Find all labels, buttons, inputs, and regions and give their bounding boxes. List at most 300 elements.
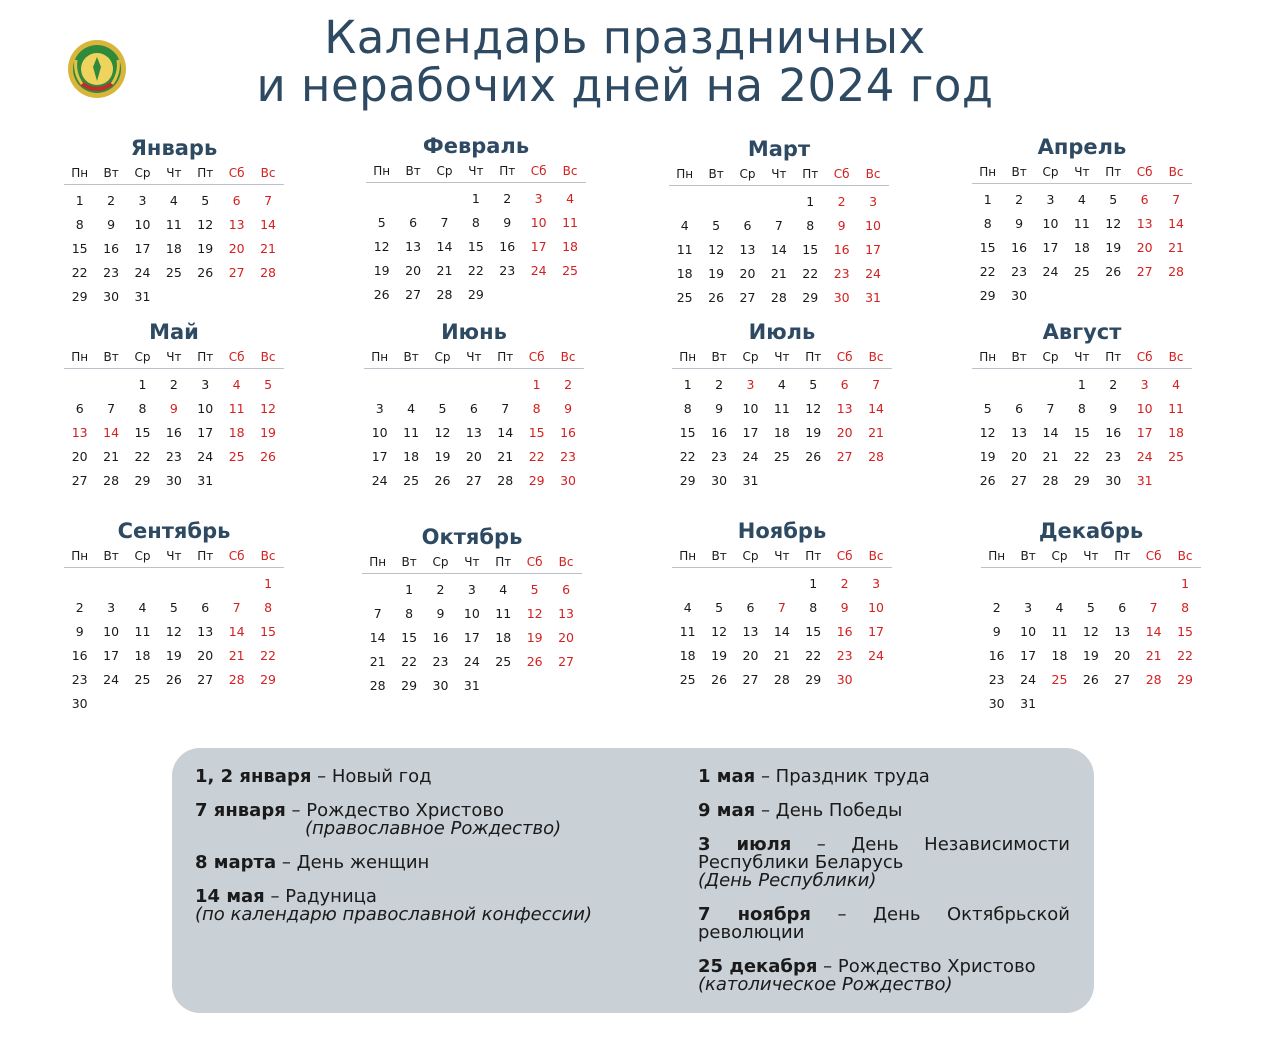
day-cell: 7 [777, 599, 786, 615]
weekday-label: Чт [1074, 165, 1090, 179]
day-cell: 21 [868, 424, 884, 440]
week-row [362, 625, 582, 649]
week-row [669, 285, 889, 309]
day-cell: 12 [373, 238, 390, 254]
week-row [972, 396, 1192, 420]
day-cell: 13 [1136, 215, 1153, 231]
weekday-label: Пн [679, 350, 697, 364]
day-cell: 5 [438, 400, 447, 416]
day-cell: 14 [436, 238, 453, 254]
day-cell: 9 [564, 400, 573, 416]
weekday-label: Ср [134, 549, 151, 563]
day-cell: 24 [742, 448, 759, 464]
day-cell: 24 [371, 472, 388, 488]
day-cell: 18 [165, 240, 182, 256]
month-name: Сентябрь [117, 519, 231, 543]
weekday-label: Чт [774, 549, 790, 563]
day-cell: 15 [401, 629, 418, 645]
day-cell: 6 [562, 581, 571, 597]
day-cell: 3 [746, 376, 755, 392]
day-cell: 24 [463, 653, 480, 669]
week-row [981, 691, 1201, 715]
weekday-label: Вс [558, 555, 574, 569]
week-row [362, 673, 582, 697]
day-cell: 9 [107, 216, 116, 232]
day-cell: 18 [562, 238, 578, 254]
day-cell: 6 [469, 400, 478, 416]
day-cell: 1 [806, 193, 815, 209]
weekday-label: Пн [373, 164, 391, 178]
day-cell: 6 [840, 376, 849, 392]
week-row [366, 258, 586, 282]
day-cell: 9 [436, 605, 445, 621]
week-row [64, 643, 284, 667]
day-cell: 14 [103, 424, 120, 440]
day-cell: 28 [1168, 263, 1184, 279]
day-cell: 26 [434, 472, 451, 488]
day-cell: 31 [1020, 695, 1037, 711]
week-row [672, 571, 892, 595]
day-cell: 14 [1168, 215, 1184, 231]
weekday-header [64, 545, 284, 568]
day-cell: 9 [169, 400, 178, 416]
day-cell: 17 [530, 238, 547, 254]
day-cell: 17 [134, 240, 151, 256]
day-cell: 22 [679, 448, 696, 464]
day-cell: 27 [836, 448, 853, 464]
day-cell: 27 [405, 286, 422, 302]
day-cell: 30 [1105, 472, 1122, 488]
day-cell: 12 [708, 241, 725, 257]
weekday-header [64, 162, 284, 185]
day-cell: 1 [75, 192, 84, 208]
day-cell: 8 [75, 216, 84, 232]
holiday-item [195, 888, 655, 924]
holiday-date: 7 ноября [698, 904, 811, 925]
week-row [64, 396, 284, 420]
day-cell: 1 [809, 575, 818, 591]
day-cell: 11 [403, 424, 420, 440]
day-cell: 20 [558, 629, 574, 645]
holiday-item [698, 802, 1070, 820]
day-cell: 10 [197, 400, 214, 416]
holiday-text: – День Октябрьской [837, 904, 1070, 925]
day-cell: 2 [715, 376, 724, 392]
day-cell: 25 [773, 448, 790, 464]
day-cell: 10 [1020, 623, 1037, 639]
day-cell: 11 [134, 623, 151, 639]
day-cell: 21 [103, 448, 120, 464]
day-cell: 19 [434, 448, 451, 464]
weekday-label: Пт [1114, 549, 1131, 563]
day-cell: 30 [103, 288, 120, 304]
holiday-text: – Радуница [270, 886, 377, 907]
day-cell: 4 [680, 217, 689, 233]
day-cell: 25 [1168, 448, 1184, 464]
day-cell: 15 [805, 623, 822, 639]
day-cell: 8 [264, 599, 273, 615]
day-cell: 28 [773, 671, 790, 687]
day-cell: 6 [1015, 400, 1024, 416]
holiday-item [195, 802, 655, 838]
weekday-label: Чт [468, 164, 484, 178]
day-cell: 9 [715, 400, 724, 416]
day-cell: 8 [1077, 400, 1086, 416]
title-line-1: Календарь праздничных [324, 11, 926, 64]
day-cell: 5 [264, 376, 273, 392]
week-row [362, 577, 582, 601]
day-cell: 15 [1073, 424, 1090, 440]
weekday-header [972, 346, 1192, 369]
weekday-header [981, 545, 1201, 568]
holiday-date: 7 января [195, 800, 286, 821]
month-7 [672, 318, 892, 492]
day-cell: 22 [1177, 647, 1193, 663]
day-cell: 4 [566, 190, 575, 206]
weekday-label: Пн [71, 350, 89, 364]
day-cell: 5 [169, 599, 178, 615]
month-name: Апрель [1037, 135, 1127, 159]
day-cell: 3 [1140, 376, 1149, 392]
weekday-label: Вс [260, 166, 276, 180]
day-cell: 8 [983, 215, 992, 231]
day-cell: 9 [503, 214, 512, 230]
day-cell: 30 [833, 289, 850, 305]
day-cell: 28 [103, 472, 120, 488]
day-cell: 29 [71, 288, 88, 304]
month-name: Февраль [422, 134, 530, 158]
day-cell: 30 [432, 677, 449, 693]
weekday-label: Пн [676, 167, 694, 181]
day-cell: 1 [532, 376, 541, 392]
holiday-date: 1 мая [698, 766, 756, 787]
week-row [981, 667, 1201, 691]
week-row [64, 468, 284, 492]
weekday-label: Сб [833, 167, 850, 181]
day-cell: 13 [71, 424, 88, 440]
day-cell: 26 [979, 472, 996, 488]
day-cell: 23 [499, 262, 516, 278]
day-cell: 6 [743, 217, 752, 233]
day-cell: 10 [530, 214, 547, 230]
day-cell: 28 [497, 472, 514, 488]
day-cell: 20 [465, 448, 482, 464]
weekday-label: Пт [1105, 165, 1122, 179]
weekday-label: Сб [530, 164, 547, 178]
day-cell: 10 [103, 623, 120, 639]
day-cell: 25 [1051, 671, 1068, 687]
weekday-header [669, 163, 889, 186]
day-cell: 26 [197, 264, 214, 280]
week-row [64, 188, 284, 212]
day-cell: 12 [434, 424, 451, 440]
day-cell: 1 [264, 575, 273, 591]
day-cell: 14 [773, 623, 790, 639]
day-cell: 23 [560, 448, 576, 464]
holiday-date: 9 мая [698, 800, 756, 821]
day-cell: 16 [711, 424, 728, 440]
weekday-label: Чт [1074, 350, 1090, 364]
week-row [669, 237, 889, 261]
day-cell: 4 [1172, 376, 1181, 392]
month-name: Декабрь [1038, 519, 1144, 543]
day-cell: 1 [1181, 575, 1190, 591]
weekday-header [366, 160, 586, 183]
day-cell: 7 [1172, 191, 1181, 207]
weekday-label: Вс [562, 164, 578, 178]
week-row [669, 261, 889, 285]
day-cell: 30 [560, 472, 576, 488]
weekday-label: Вс [1177, 549, 1193, 563]
weekday-label: Ср [1051, 549, 1068, 563]
day-cell: 29 [467, 286, 484, 302]
day-cell: 7 [774, 217, 783, 233]
day-cell: 16 [560, 424, 576, 440]
day-cell: 8 [138, 400, 147, 416]
day-cell: 14 [369, 629, 386, 645]
day-cell: 10 [371, 424, 388, 440]
day-cell: 25 [676, 289, 693, 305]
week-row [64, 571, 284, 595]
day-cell: 27 [465, 472, 482, 488]
day-cell: 22 [979, 263, 996, 279]
week-row [64, 372, 284, 396]
holiday-text: – Рождество Христово [291, 800, 505, 821]
day-cell: 26 [260, 448, 276, 464]
day-cell: 2 [1109, 376, 1118, 392]
day-cell: 28 [436, 286, 453, 302]
day-cell: 6 [201, 599, 210, 615]
day-cell: 15 [260, 623, 276, 639]
day-cell: 21 [1042, 448, 1059, 464]
weekday-label: Ср [742, 350, 759, 364]
day-cell: 22 [71, 264, 88, 280]
weekday-label: Вт [1011, 350, 1027, 364]
month-name: Октябрь [421, 525, 523, 549]
day-cell: 8 [683, 400, 692, 416]
month-1 [64, 134, 284, 308]
day-cell: 5 [712, 217, 721, 233]
day-cell: 20 [1136, 239, 1153, 255]
day-cell: 19 [260, 424, 276, 440]
day-cell: 1 [405, 581, 414, 597]
day-cell: 12 [526, 605, 543, 621]
day-cell: 15 [134, 424, 151, 440]
week-row [64, 619, 284, 643]
day-cell: 17 [103, 647, 120, 663]
day-cell: 22 [802, 265, 819, 281]
day-cell: 16 [165, 424, 182, 440]
day-cell: 30 [836, 671, 853, 687]
day-cell: 18 [1073, 239, 1090, 255]
week-row [64, 444, 284, 468]
day-cell: 9 [1109, 400, 1118, 416]
day-cell: 6 [232, 192, 241, 208]
weekday-label: Чт [166, 350, 182, 364]
day-cell: 4 [138, 599, 147, 615]
day-cell: 17 [868, 623, 884, 639]
day-cell: 10 [742, 400, 759, 416]
day-cell: 27 [742, 671, 759, 687]
day-cell: 25 [228, 448, 245, 464]
day-cell: 2 [503, 190, 512, 206]
day-cell: 26 [1105, 263, 1122, 279]
day-cell: 25 [165, 264, 182, 280]
weekday-label: Чт [466, 350, 482, 364]
day-cell: 22 [401, 653, 418, 669]
month-name: Май [149, 320, 199, 344]
weekday-label: Пн [979, 350, 997, 364]
month-12 [981, 517, 1201, 715]
day-cell: 13 [405, 238, 422, 254]
day-cell: 12 [197, 216, 214, 232]
day-cell: 24 [1042, 263, 1059, 279]
day-cell: 25 [495, 653, 512, 669]
holiday-date: 3 июля [698, 834, 792, 855]
day-cell: 8 [809, 599, 818, 615]
day-cell: 22 [260, 647, 276, 663]
weekday-label: Вт [103, 350, 119, 364]
weekday-label: Вс [560, 350, 576, 364]
week-row [981, 571, 1201, 595]
day-cell: 28 [1145, 671, 1162, 687]
weekday-header [64, 346, 284, 369]
holiday-note: (православное Рождество) [305, 818, 562, 839]
day-cell: 2 [837, 193, 846, 209]
weekday-label: Сб [228, 549, 245, 563]
day-cell: 16 [1011, 239, 1028, 255]
day-cell: 4 [169, 192, 178, 208]
day-cell: 22 [467, 262, 484, 278]
weekday-label: Пт [1105, 350, 1122, 364]
day-cell: 24 [1136, 448, 1153, 464]
day-cell: 1 [983, 191, 992, 207]
weekday-label: Вс [1168, 165, 1184, 179]
weekday-header [972, 161, 1192, 184]
day-cell: 21 [260, 240, 276, 256]
day-cell: 27 [558, 653, 574, 669]
month-name: Август [1042, 320, 1122, 344]
day-cell: 7 [232, 599, 241, 615]
day-cell: 25 [1073, 263, 1090, 279]
weekday-label: Пн [71, 549, 89, 563]
weekday-label: Пн [371, 350, 389, 364]
day-cell: 20 [739, 265, 756, 281]
holiday-date: 1, 2 января [195, 766, 312, 787]
day-cell: 31 [463, 677, 480, 693]
week-row [64, 212, 284, 236]
day-cell: 15 [679, 424, 696, 440]
week-row [972, 372, 1192, 396]
holiday-note: (католическое Рождество) [698, 974, 953, 995]
day-cell: 23 [71, 671, 88, 687]
week-row [672, 619, 892, 643]
weekday-label: Вт [405, 164, 421, 178]
week-row [64, 284, 284, 308]
day-cell: 14 [770, 241, 787, 257]
day-cell: 3 [1046, 191, 1055, 207]
day-cell: 23 [1105, 448, 1122, 464]
day-cell: 30 [71, 695, 88, 711]
weekday-label: Сб [1136, 350, 1153, 364]
month-name: Июнь [441, 320, 507, 344]
day-cell: 15 [528, 424, 545, 440]
weekday-label: Вт [1020, 549, 1036, 563]
page-title [0, 11, 1250, 112]
day-cell: 27 [228, 264, 245, 280]
weekday-label: Ср [1042, 350, 1059, 364]
day-cell: 17 [197, 424, 214, 440]
week-row [362, 601, 582, 625]
week-row [672, 643, 892, 667]
day-cell: 18 [676, 265, 693, 281]
weekday-label: Вт [711, 549, 727, 563]
week-row [672, 372, 892, 396]
day-cell: 26 [165, 671, 182, 687]
day-cell: 18 [134, 647, 151, 663]
day-cell: 23 [432, 653, 449, 669]
day-cell: 14 [868, 400, 884, 416]
day-cell: 1 [138, 376, 147, 392]
holiday-note: (по календарю православной конфессии) [195, 904, 592, 925]
weekday-header [362, 551, 582, 574]
day-cell: 6 [1140, 191, 1149, 207]
month-11 [672, 517, 892, 691]
weekday-label: Ср [434, 350, 451, 364]
day-cell: 27 [71, 472, 88, 488]
month-2 [366, 132, 586, 306]
day-cell: 10 [463, 605, 480, 621]
day-cell: 28 [868, 448, 884, 464]
day-cell: 5 [809, 376, 818, 392]
day-cell: 5 [1109, 191, 1118, 207]
week-row [972, 420, 1192, 444]
day-cell: 3 [201, 376, 210, 392]
day-cell: 13 [739, 241, 756, 257]
day-cell: 3 [375, 400, 384, 416]
day-cell: 18 [1168, 424, 1184, 440]
weekday-label: Вт [103, 166, 119, 180]
day-cell: 18 [403, 448, 420, 464]
day-cell: 2 [169, 376, 178, 392]
weekday-label: Пт [495, 555, 512, 569]
day-cell: 6 [75, 400, 84, 416]
day-cell: 7 [501, 400, 510, 416]
day-cell: 7 [1046, 400, 1055, 416]
day-cell: 11 [679, 623, 696, 639]
day-cell: 3 [869, 193, 878, 209]
day-cell: 24 [134, 264, 151, 280]
day-cell: 24 [1020, 671, 1037, 687]
weekday-label: Чт [1083, 549, 1099, 563]
holiday-text: – День женщин [281, 852, 430, 873]
month-8 [972, 318, 1192, 492]
week-row [64, 236, 284, 260]
week-row [672, 420, 892, 444]
weekday-label: Ср [739, 167, 756, 181]
day-cell: 4 [1055, 599, 1064, 615]
day-cell: 20 [742, 647, 759, 663]
day-cell: 10 [1136, 400, 1153, 416]
weekday-label: Сб [228, 166, 245, 180]
day-cell: 8 [806, 217, 815, 233]
holiday-date: 25 декабря [698, 956, 818, 977]
weekday-label: Вт [401, 555, 417, 569]
holiday-item [698, 836, 1070, 890]
day-cell: 28 [770, 289, 787, 305]
day-cell: 29 [1073, 472, 1090, 488]
day-cell: 24 [530, 262, 547, 278]
